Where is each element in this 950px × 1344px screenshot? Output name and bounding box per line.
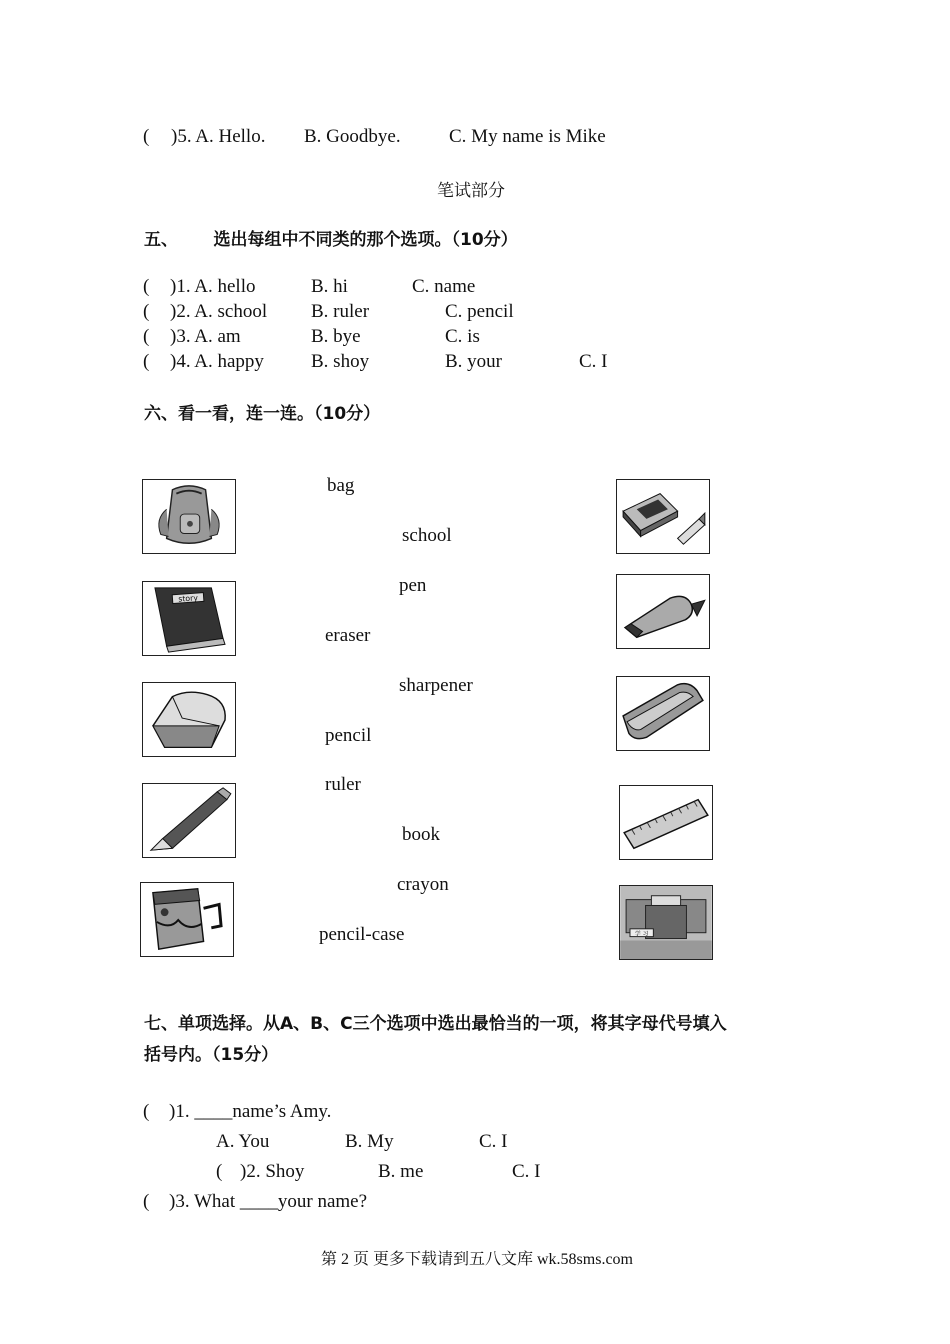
option-c: C. My name is Mike [449,126,606,147]
match-word[interactable]: ruler [325,774,361,795]
match-word[interactable]: pencil-case [319,924,405,945]
backpack-icon [143,480,235,553]
question-text: )1. ____name’s Amy. [169,1101,332,1122]
sharpener-picture[interactable] [140,882,234,957]
match-word[interactable]: bag [327,475,355,496]
crayon-picture[interactable] [616,479,710,554]
eraser-icon [143,683,235,756]
answer-paren: ( [143,1191,150,1212]
answer-paren: ( [143,276,150,297]
answer-paren: ( [216,1161,223,1182]
book-icon [143,582,235,655]
pencil-case-icon [617,677,709,750]
option-b: B. My [345,1131,394,1152]
option-b: B. ruler [311,301,370,322]
match-word[interactable]: sharpener [399,675,473,696]
option-c: C. I [479,1131,508,1152]
school-sign: 学 习 [634,931,649,938]
pencil-picture[interactable] [142,783,236,858]
section7-title-cont: 括号内。（15分） [144,1045,279,1065]
option-c: C. name [412,276,476,297]
option-b: B. Goodbye. [304,126,401,147]
page-footer: 第 2 页 更多下载请到五八文库 wk.58sms.com [321,1251,634,1268]
answer-paren: ( [143,326,150,347]
section7-title: 七、单项选择。从A、B、C三个选项中选出最恰当的一项，将其字母代号填入 [144,1014,727,1034]
eraser-picture[interactable] [142,682,236,757]
answer-paren: ( [143,126,150,147]
question-text: )1. A. hello [170,276,256,297]
section-title-written: 笔试部分 [437,181,505,201]
answer-paren: ( [143,301,150,322]
answer-paren: ( [143,351,150,372]
match-word[interactable]: book [402,824,440,845]
question-text: )3. A. am [170,326,241,347]
match-word[interactable]: school [402,525,452,546]
answer-paren: ( [143,1101,150,1122]
ruler-icon [620,786,712,859]
option-b: B. bye [311,326,361,347]
match-word[interactable]: eraser [325,625,371,646]
question-text: )2. A. school [170,301,268,322]
option-c: C. pencil [445,301,514,322]
backpack-picture[interactable] [142,479,236,554]
match-word[interactable]: crayon [397,874,449,895]
pencil-icon [143,784,235,857]
option-c: B. your [445,351,502,372]
question-text: )2. Shoy [240,1161,305,1182]
question-text: )3. What ____your name? [169,1191,368,1212]
sharpener-icon [141,883,233,956]
option-b: B. me [378,1161,424,1182]
section6-title: 六、看一看，连一连。（10分） [144,404,381,424]
crayon-icon [617,480,709,553]
option-a: A. You [216,1131,270,1152]
school-picture[interactable] [619,885,713,960]
option-b: B. hi [311,276,348,297]
section5-title: 五、 选出每组中不同类的那个选项。（10分） [144,230,518,250]
book-label: story [177,593,199,604]
option-c: C. is [445,326,480,347]
question-text: )5. A. Hello. [171,126,266,147]
pen-picture[interactable] [616,574,710,649]
match-word[interactable]: pen [399,575,427,596]
ruler-picture[interactable] [619,785,713,860]
pencil-case-picture[interactable] [616,676,710,751]
option-c: C. I [512,1161,541,1182]
question-text: )4. A. happy [170,351,264,372]
option-b: B. shoy [311,351,370,372]
option-d: C. I [579,351,608,372]
match-word[interactable]: pencil [325,725,372,746]
pen-icon [617,575,709,648]
book-picture[interactable] [142,581,236,656]
school-icon [620,886,712,959]
